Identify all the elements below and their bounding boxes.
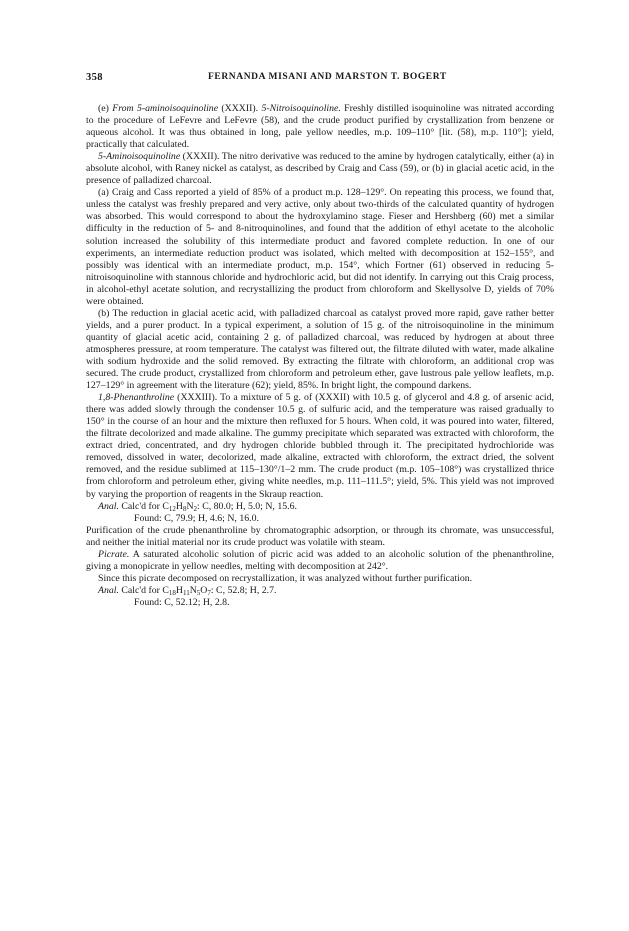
paragraph-purification: Purification of the crude phenanthroline by chromatographic adsorption, or through its chromate, was unsuccessful, and neither the initial material nor its crude product was volatile with steam. bbox=[86, 524, 554, 548]
running-title: FERNANDA MISANI AND MARSTON T. BOGERT bbox=[208, 72, 447, 82]
paragraph-phenanthroline: 1,8-Phenanthroline (XXXIII). To a mixture of 5 g. of (XXXII) with 10.5 g. of glycerol and 4.8 g. of arsenic acid, there was added slowly through the condenser 10.5 g. of sulfuric acid, and the temperature was raised gradually to 150° in the course of an hour and the mixture then refluxed for 5 hours. When cold, it was poured into water, filtered, the filtrate decolorized and made alkaline. The gummy precipitate which separated was extracted with chloroform, the extract dried, concentrated, and dry hydrogen chloride bubbled through it. The precipitated hydrochloride was removed, dissolved in water, decolorized, made alkaline, extracted with chloroform, the extract dried, the solvent removed, and the residue sublimed at 115–130°/1–2 mm. The crude product (m.p. 105–108°) was crystallized thrice from chloroform and petroleum ether, giving white needles, m.p. 111–111.5°; yield, 5%. This yield was not improved by varying the proportion of reagents in the Skraup reaction. bbox=[86, 392, 554, 500]
analysis-calculated-2: Anal. Calc'd for $C_{18}H_{11}N_5O_7$: C, 52.8; H, 2.7. bbox=[98, 584, 277, 597]
analysis-calculated-1: Anal. Calc'd for $C_{12}H_8N_2$: C, 80.0; H, 5.0; N, 15.6. bbox=[98, 500, 297, 513]
paragraph-acetic-reduction: (b) The reduction in glacial acetic acid, with palladized charcoal as catalyst proved more rapid, gave rather better yields, and a purer product. In a typical experiment, a solution of 15 g. of the nitroisoquinoline in the minimum quantity of glacial acetic acid, containing 2 g. of palladized charcoal, was reduced by hydrogen at about three atmospheres pressure, at room temperature. The catalyst was filtered out, the filtrate diluted with water, made alkaline with sodium hydroxide and the solid removed. By extracting the filtrate with chloroform, an additional crop was secured. The crude product, crystallized from chloroform and petroleum ether, gave lustrous pale yellow leaflets, m.p. 127–129° in agreement with the literature (62); yield, 85%. In bright light, the compound darkens. bbox=[86, 307, 554, 392]
paragraph-picrate: Picrate. A saturated alcoholic solution of picric acid was added to an alcoholic solution of the phenanthroline, giving a monopicrate in yellow needles, melting with decomposition at 242°. bbox=[86, 548, 554, 572]
analysis-found-1: Found: C, 79.9; H, 4.6; N, 16.0. bbox=[134, 512, 259, 524]
analysis-found-2: Found: C, 52.12; H, 2.8. bbox=[134, 596, 230, 608]
paragraph-nitroisoquinoline: (e) From 5-aminoisoquinoline (XXXII). 5-Nitroisoquinoline. Freshly distilled isoquinoline was nitrated according to the procedure of LeFevre and LeFevre (58), and the crude product purified by crystallization from benzene or aqueous alcohol. It was thus obtained in long, pale yellow needles, m.p. 109–110° [lit. (58), m.p. 110°]; yield, practically that calculated. bbox=[86, 103, 555, 151]
paragraph-craig-cass: (a) Craig and Cass reported a yield of 85% of a product m.p. 128–129°. On repeating this process, we found that, unless the catalyst was freshly prepared and very active, only about two-thirds of the calculated quantity of hydrogen was absorbed. This would correspond to about the hydroxylamino stage. Fieser and Hershberg (60) met a similar difficulty in the reduction of 5- and 8-nitroquinolines, and found that the addition of ethyl acetate to the alcoholic solution increased the solubility of this intermediate product and favored complete reduction. In one of our experiments, an intermediate reduction product was isolated, which melted with decomposition at 152–155°, and possibly was identical with an intermediate product, m.p. 154°, which Fortner (61) observed in reducing 5-nitroisoquinoline with stannous chloride and hydrochloric acid, but did not identify. In carrying out this Craig process, in alcohol-ethyl acetate solution, and recrystallizing the product from chloroform and Skellysolve D, yields of 70% were obtained. bbox=[86, 187, 554, 307]
paragraph-picrate-note: Since this picrate decomposed on recrystallization, it was analyzed without further purification. bbox=[98, 572, 473, 584]
article-body bbox=[86, 103, 554, 609]
paragraph-aminoisoquinoline: 5-Aminoisoquinoline (XXXII). The nitro derivative was reduced to the amine by hydrogen catalytically, either (a) in absolute alcohol, with Raney nickel as catalyst, as described by Craig and Cass (59), or (b) in glacial acetic acid, in the presence of palladized charcoal. bbox=[86, 151, 554, 187]
page-number: 358 bbox=[86, 72, 103, 83]
page-header bbox=[86, 72, 556, 86]
